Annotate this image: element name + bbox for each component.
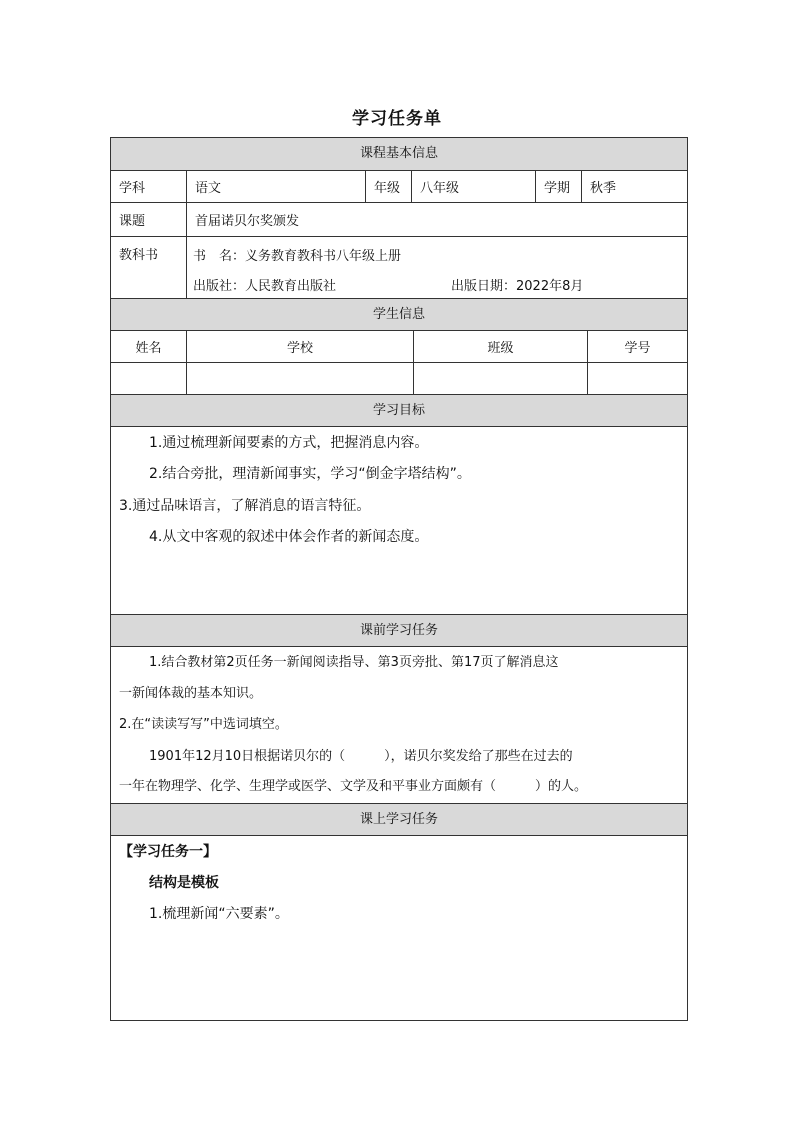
name-field[interactable]: [111, 363, 187, 394]
objective-item: 1.通过梳理新闻要素的方式，把握消息内容。: [149, 435, 429, 451]
grade-label: 年级: [366, 171, 412, 202]
fill-blank-line-2: 一年在物理学、化学、生理学或医学、文学及和平事业方面颇有（ ）的人。: [119, 779, 588, 794]
student-id-field[interactable]: [588, 363, 687, 394]
objective-item: 3.通过品味语言，了解消息的语言特征。: [119, 498, 371, 514]
pre-task-2: 2.在“读读写写”中选词填空。: [119, 717, 288, 732]
term-label: 学期: [536, 171, 582, 202]
objective-item: 2.结合旁批，理清新闻事实，学习“倒金字塔结构”。: [149, 466, 471, 482]
book-name: 书 名：义务教育教科书八年级上册: [193, 249, 402, 264]
in-class-body: [111, 836, 687, 1020]
publisher: 出版社：人民教育出版社: [193, 279, 337, 294]
class-column-header: 班级: [414, 331, 588, 362]
pre-task-1-line-1: 1.结合教材第2页任务一新闻阅读指导、第3页旁批、第17页了解消息这: [149, 655, 559, 670]
course-info-header: 课程基本信息: [111, 138, 687, 171]
pre-task-1-line-2: 一新闻体裁的基本知识。: [119, 686, 263, 701]
objectives-header: 学习目标: [111, 395, 687, 427]
objectives-body: [111, 427, 687, 615]
student-info-header: 学生信息: [111, 299, 687, 331]
school-field[interactable]: [187, 363, 414, 394]
subject-label: 学科: [111, 171, 187, 202]
task-one-item-1: 1.梳理新闻“六要素”。: [149, 906, 289, 922]
grade-value: 八年级: [412, 171, 536, 202]
task-one-subtitle: 结构是模板: [149, 875, 219, 891]
student-columns-row: [111, 331, 687, 363]
name-column-header: 姓名: [111, 331, 187, 362]
term-value: 秋季: [590, 181, 617, 196]
textbook-label: 教科书: [111, 237, 187, 298]
course-meta-row: [111, 171, 687, 203]
topic-value: 首届诺贝尔奖颁发: [195, 214, 300, 229]
in-class-header: 课上学习任务: [111, 804, 687, 836]
class-field[interactable]: [414, 363, 588, 394]
topic-row: [111, 203, 687, 237]
pre-class-body: [111, 647, 687, 804]
page-title: 学习任务单: [352, 109, 442, 129]
objective-item: 4.从文中客观的叙述中体会作者的新闻态度。: [149, 529, 429, 545]
subject-value: 语文: [187, 171, 366, 202]
fill-blank-line-1: 1901年12月10日根据诺贝尔的（ ），诺贝尔奖发给了那些在过去的: [149, 749, 573, 764]
publish-date: 出版日期：2022年8月: [451, 279, 584, 294]
textbook-row: [111, 237, 687, 299]
task-sheet-table: [110, 137, 688, 1021]
pre-class-header: 课前学习任务: [111, 615, 687, 647]
student-id-column-header: 学号: [624, 341, 651, 356]
school-column-header: 学校: [187, 331, 414, 362]
topic-label: 课题: [111, 203, 187, 236]
student-entry-row: [111, 363, 687, 395]
task-one-title: 【学习任务一】: [119, 844, 217, 860]
textbook-details: [187, 237, 687, 298]
